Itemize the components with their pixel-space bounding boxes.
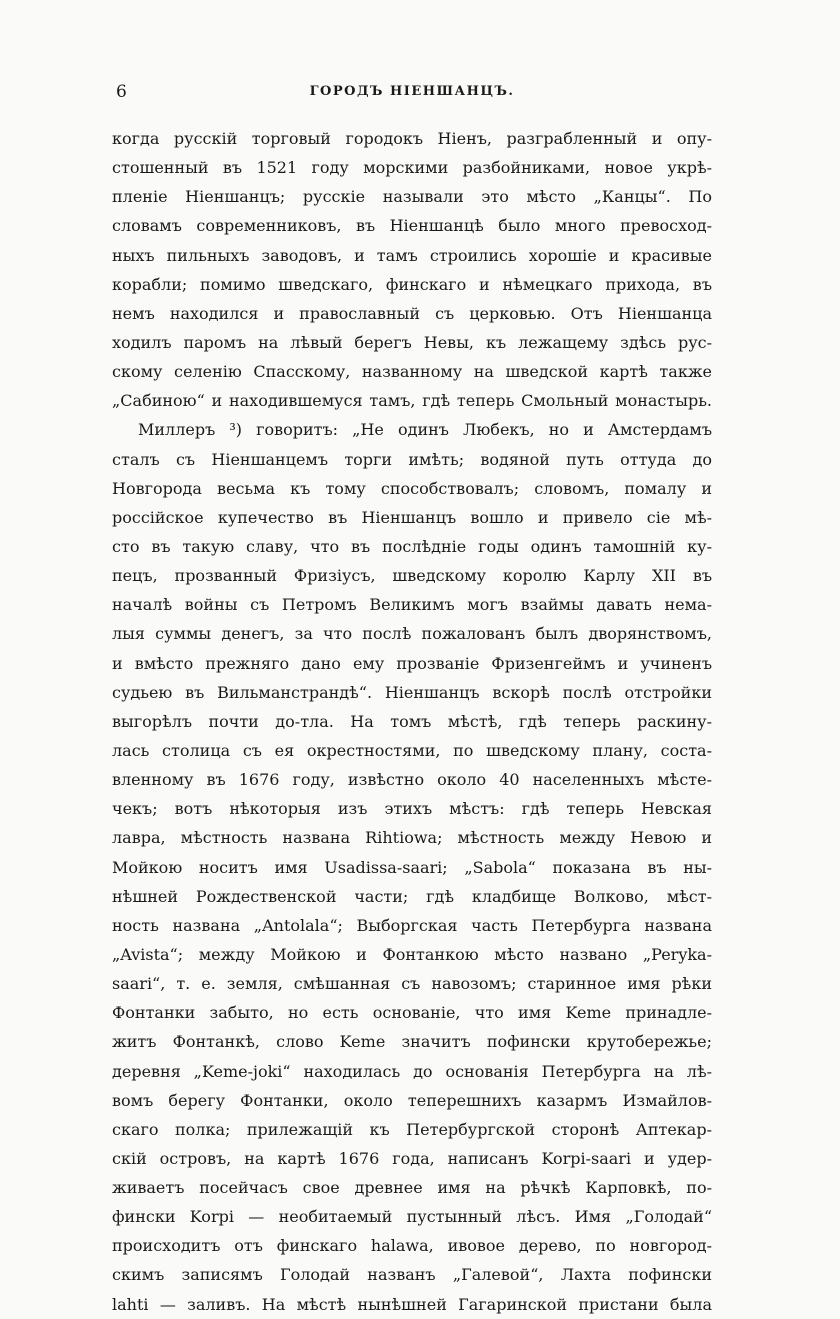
text-line: saari“, т. е. земля, смѣшанная съ навозомъ; старинное имя рѣки bbox=[112, 974, 712, 994]
text-line: Миллеръ ³) говоритъ: „Не одинъ Любекъ, но и Амстердамъ bbox=[138, 420, 712, 440]
text-line: сто въ такую славу, что въ послѣдніе годы одинъ тамошній ку- bbox=[112, 536, 712, 556]
text-line: лась столица съ ея окрестностями, по шведскому плану, соста- bbox=[112, 740, 712, 760]
text-line: пленіе Ніеншанцъ; русскіе называли это мѣсто „Канцы“. По bbox=[112, 187, 712, 207]
text-line: живаетъ посейчасъ свое древнее имя на рѣчкѣ Карповкѣ, по- bbox=[112, 1178, 712, 1198]
text-line: лыя суммы денегъ, за что послѣ пожалованъ былъ дворянствомъ, bbox=[112, 624, 712, 644]
text-line: скій островъ, на картѣ 1676 года, написанъ Korpi-saari и удер- bbox=[112, 1148, 712, 1168]
text-line: нѣшней Рождественской части; гдѣ кладбище Волково, мѣст- bbox=[112, 886, 712, 906]
body-text bbox=[112, 124, 712, 1319]
text-line: выгорѣлъ почти до-тла. На томъ мѣстѣ, гдѣ теперь раскину- bbox=[112, 711, 712, 731]
text-line: когда русскій торговый городокъ Ніенъ, разграбленный и опу- bbox=[112, 129, 712, 148]
text-line: Мойкою носитъ имя Usadissa-saari; „Sabola“ показана въ ны- bbox=[112, 857, 712, 877]
text-line: словамъ современниковъ, въ Ніеншанцѣ было много превосход- bbox=[112, 216, 712, 236]
text-line: житъ Фонтанкѣ, слово Keme значитъ пофински крутобережье; bbox=[112, 1032, 712, 1052]
text-line: началѣ войны съ Петромъ Великимъ могъ взаймы давать нема- bbox=[112, 595, 712, 615]
text-line: россійское купечество въ Ніеншанцъ вошло и привело сіе мѣ- bbox=[112, 507, 712, 527]
text-line: Новгорода весьма къ тому способствовалъ; словомъ, помалу и bbox=[112, 478, 712, 498]
text-line: фински Korpi — необитаемый пустынный лѣсъ. Имя „Голодай“ bbox=[112, 1207, 712, 1227]
text-line: деревня „Keme-joki“ находилась до основанія Петербурга на лѣ- bbox=[112, 1061, 712, 1081]
text-line: скаго полка; прилежащій къ Петербургской сторонѣ Аптекар- bbox=[112, 1119, 712, 1139]
text-line: ныхъ пильныхъ заводовъ, и тамъ строились хорошіе и красивые bbox=[112, 245, 712, 265]
running-title: ГОРОДЪ НІЕНШАНЦЪ. bbox=[309, 84, 515, 99]
text-line: и вмѣсто прежняго дано ему прозваніе Фризенгеймъ и учиненъ bbox=[112, 653, 712, 673]
text-line: корабли; помимо шведскаго, финскаго и нѣмецкаго прихода, въ bbox=[112, 274, 712, 294]
text-line: вленному въ 1676 году, извѣстно около 40 населенныхъ мѣсте- bbox=[112, 770, 712, 790]
text-line: вомъ берегу Фонтанки, около теперешнихъ казармъ Измайлов- bbox=[112, 1090, 712, 1110]
text-line: „Avista“; между Мойкою и Фонтанкою мѣсто названо „Peryka- bbox=[112, 944, 712, 964]
text-line: чекъ; вотъ нѣкоторыя изъ этихъ мѣстъ: гдѣ теперь Невская bbox=[112, 799, 712, 819]
text-line: ность названа „Antolala“; Выборгская часть Петербурга названа bbox=[112, 915, 712, 935]
text-line: пецъ, прозванный Фризіусъ, шведскому королю Карлу XII въ bbox=[112, 566, 712, 586]
text-line: судьею въ Вильманстрандѣ“. Ніеншанцъ вскорѣ послѣ отстройки bbox=[112, 682, 712, 702]
text-line: „Сабиною“ и находившемуся тамъ, гдѣ теперь Смольный монастырь. bbox=[112, 391, 712, 411]
text-line: ходилъ паромъ на лѣвый берегъ Невы, къ лежащему здѣсь рус- bbox=[112, 332, 712, 352]
running-head bbox=[112, 80, 712, 110]
text-line: стошенный въ 1521 году морскими разбойниками, новое укрѣ- bbox=[112, 158, 712, 178]
text-line: скимъ записямъ Голодай названъ „Галевой“, Лахта пофински bbox=[112, 1265, 712, 1285]
book-page bbox=[112, 80, 712, 1319]
text-line: сталъ съ Ніеншанцемъ торги имѣть; водяной путь оттуда до bbox=[112, 449, 712, 469]
text-line: скому селенію Спасскому, названному на шведской картѣ также bbox=[112, 362, 712, 382]
page-number: 6 bbox=[116, 82, 127, 102]
text-line: lahti — заливъ. На мѣстѣ нынѣшней Гагаринской пристани была bbox=[112, 1294, 712, 1314]
text-line: немъ находился и православный съ церковью. Отъ Ніеншанца bbox=[112, 303, 712, 323]
text-line: происходитъ отъ финскаго halawa, ивовое дерево, по новгород- bbox=[112, 1236, 712, 1256]
text-line: Фонтанки забыто, но есть основаніе, что имя Keme принадле- bbox=[112, 1003, 712, 1023]
text-line: лавра, мѣстность названа Rihtiowa; мѣстность между Невою и bbox=[112, 828, 712, 848]
